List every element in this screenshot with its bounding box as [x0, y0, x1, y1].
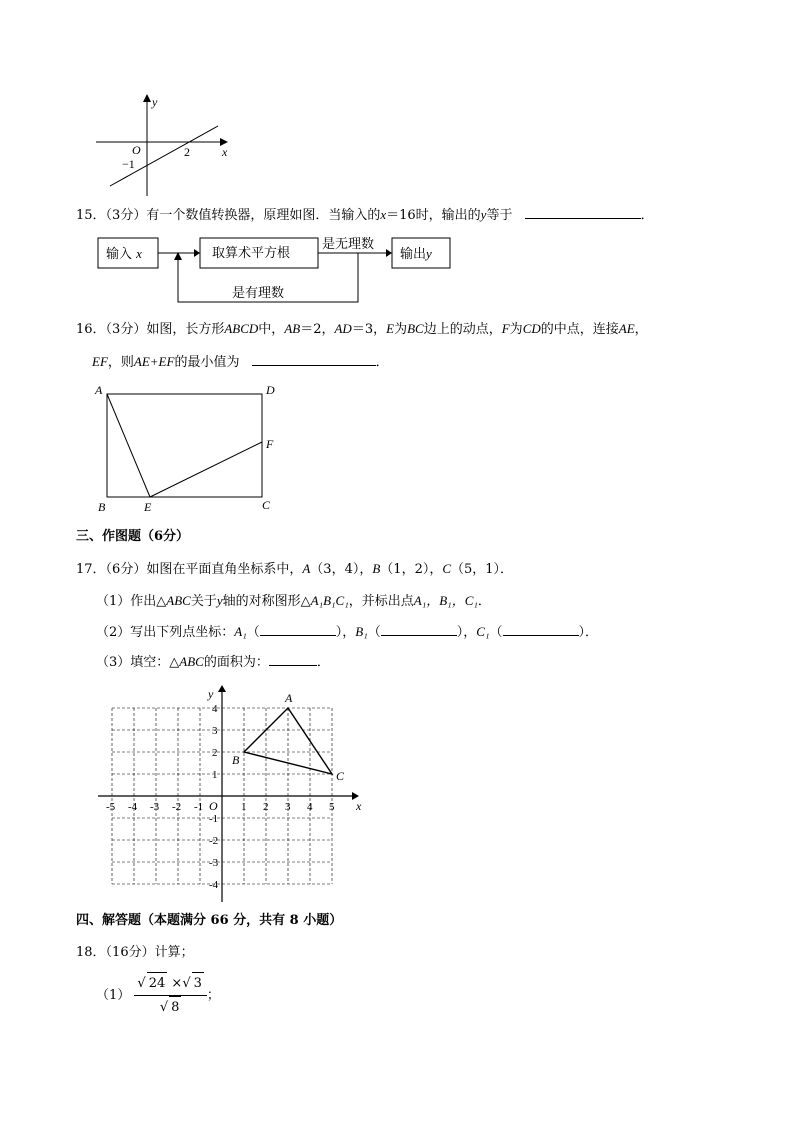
q17-b1-blank[interactable]	[381, 622, 457, 636]
q14-line-graph	[92, 92, 232, 200]
q18-stem: 18．（16分）计算；	[76, 945, 194, 960]
q16-stem-line2: EF，则AE+EF的最小值为 ．	[92, 354, 389, 370]
graph-y-label: y	[152, 95, 158, 109]
fig-label-E: E	[144, 500, 152, 514]
q16-answer-blank[interactable]	[252, 352, 376, 366]
point-label-B: B	[232, 753, 240, 767]
q17-stem: 17．（6分）如图在平面直角坐标系中，A（3，4），B（1，2），C（5，1）．	[76, 561, 514, 577]
y-tick-label: 3	[212, 725, 218, 737]
y-tick-label: -4	[209, 879, 219, 891]
q17-sub1: （1）作出△ABC关于y轴的对称图形△A₁B₁C₁，并标出点A₁，B₁，C₁．	[96, 593, 491, 609]
point-label-A: A	[285, 691, 293, 705]
x-tick-label: -2	[172, 801, 182, 813]
fig-label-B: B	[98, 500, 106, 514]
y-tick-label: -3	[209, 857, 219, 869]
q17-sub3: （3）填空：△ABC的面积为： ．	[96, 654, 330, 670]
section4-heading: 四、解答题（本题满分 66 分，共有 8 小题）	[76, 913, 343, 928]
x-axis-label: x	[356, 799, 362, 813]
point-label-C: C	[336, 769, 345, 783]
q17-c1-blank[interactable]	[503, 622, 579, 636]
y-tick-label: 1	[212, 769, 218, 781]
fig-label-A: A	[95, 383, 103, 397]
q17-area-blank[interactable]	[269, 652, 317, 666]
x-tick-label: 5	[329, 801, 335, 813]
graph-x-label: x	[222, 145, 228, 159]
y-tick-label: -2	[209, 835, 219, 847]
flow-process-box: 取算术平方根	[212, 246, 291, 261]
fig-label-C: C	[262, 498, 271, 512]
q18-sub1: （1） $\frac{√ 24 \times√ 3}{√ 8}$ ；	[96, 972, 220, 1019]
flow-rational-label: 是有理数	[232, 286, 285, 301]
y-tick-label: 4	[212, 703, 218, 715]
y-axis-arrow	[218, 685, 226, 692]
x-tick-label: 1	[241, 801, 247, 813]
graph-y-intercept: −1	[122, 157, 135, 171]
y-tick-label: 2	[212, 747, 218, 759]
flow-output-box: 输出y	[400, 246, 432, 262]
fig-label-D: D	[266, 383, 275, 397]
x-tick-label: 2	[263, 801, 269, 813]
x-tick-label: -3	[150, 801, 160, 813]
q15-stem: 15．（3分）有一个数值转换器，原理如图．当输入的x＝16时，输出的y等于 ．	[76, 207, 654, 223]
q16-stem-line1: 16．（3分）如图，长方形ABCD中，AB＝2，AD＝3，E为BC边上的动点，F为CD的中点，连接AE，	[76, 321, 648, 337]
q17-sub2: （2）写出下列点坐标：A₁（ ），B₁（ ），C₁（ ）．	[96, 624, 599, 640]
origin-label: O	[209, 799, 218, 813]
q16-rectangle-figure	[92, 380, 292, 515]
x-tick-label: -5	[106, 801, 116, 813]
flow-input-box: 输入 x	[106, 246, 142, 262]
fig-label-F: F	[266, 437, 274, 451]
x-tick-label: -1	[194, 801, 204, 813]
y-axis-label: y	[208, 687, 214, 701]
q18-fraction: $\frac{√ 24 \times√ 3}{√ 8}$	[134, 972, 206, 1019]
q17-coordinate-plane	[90, 672, 370, 904]
x-tick-label: 3	[285, 801, 291, 813]
x-tick-label: 4	[307, 801, 313, 813]
y-tick-label: -1	[209, 813, 219, 825]
graph-origin-label: O	[132, 143, 141, 157]
q15-answer-blank[interactable]	[525, 205, 641, 219]
flow-irrational-label: 是无理数	[322, 237, 375, 252]
q17-a1-blank[interactable]	[260, 622, 336, 636]
x-tick-label: -4	[128, 801, 138, 813]
section3-heading: 三、作图题（6分）	[76, 529, 190, 544]
graph-x-intercept: 2	[184, 145, 190, 159]
